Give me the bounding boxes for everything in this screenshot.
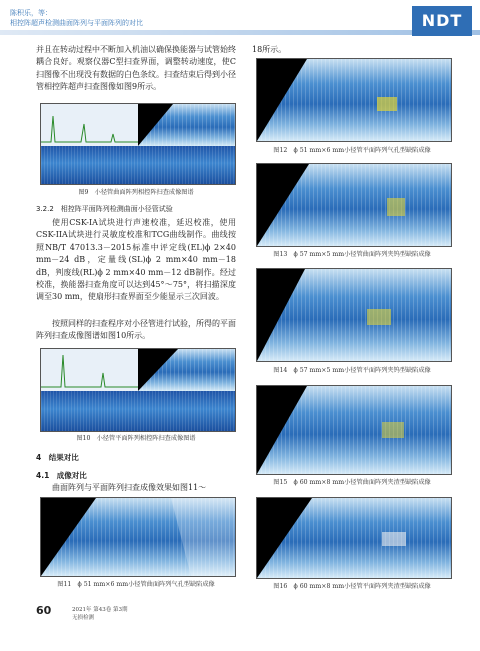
figure-11 xyxy=(40,497,236,577)
header-authors: 陈积乐，等： xyxy=(10,9,52,17)
running-header xyxy=(10,8,143,28)
cscan-strip-image xyxy=(41,391,235,431)
figure-13-caption: 图13 ϕ 57 mm×5 mm小径管曲面阵列夹钨型缺陷成像 xyxy=(273,251,431,258)
page-number: 60 xyxy=(36,604,52,617)
figure-14-caption: 图14 ϕ 57 mm×5 mm小径管平面阵列夹钨型缺陷成像 xyxy=(273,367,431,374)
journal-issue: 2021年 第43卷 第3期 xyxy=(72,607,128,613)
figure-9-caption: 图9 小径管曲面阵列相控阵扫查成像图谱 xyxy=(78,189,194,196)
journal-logo: NDT xyxy=(412,6,472,36)
figure-10-caption: 图10 小径管平面阵列相控阵扫查成像图谱 xyxy=(76,435,196,442)
paragraph-4: 曲面阵列与平面阵列扫查成像效果如图11～ xyxy=(52,483,207,492)
paragraph-1: 并且在转动过程中不断加入机油以确保换能器与试管始终耦合良好。观察仪器C型扫查界面，调整转动速度，使C扫图像不出现没有数据的白色条纹。扫查结束后得到小径管相控阵超声扫查图像如图9所示。 xyxy=(36,45,236,92)
figure-14 xyxy=(256,268,452,362)
figure-16 xyxy=(256,497,452,579)
header-bar xyxy=(0,30,480,35)
paragraph-right-top: 18所示。 xyxy=(252,45,287,54)
sector-scan-image xyxy=(138,104,235,146)
section-4-1-heading: 4.1 成像对比 xyxy=(36,471,87,480)
figure-15 xyxy=(256,385,452,475)
header-title: 相控阵超声检测曲面阵列与平面阵列的对比 xyxy=(10,19,143,27)
figure-12-caption: 图12 ϕ 51 mm×6 mm小径管平面阵列气孔型缺陷成像 xyxy=(273,147,431,154)
section-4-heading: 4 结果对比 xyxy=(36,453,79,462)
figure-9 xyxy=(40,103,236,185)
figure-15-caption: 图15 ϕ 60 mm×8 mm小径管曲面阵列夹渣型缺陷成像 xyxy=(273,479,431,486)
figure-12 xyxy=(256,58,452,142)
figure-13 xyxy=(256,163,452,247)
section-3-2-2-heading: 3.2.2 相控阵平面阵列检测曲面小径管试验 xyxy=(36,205,173,213)
journal-footer xyxy=(72,606,128,622)
figure-16-caption: 图16 ϕ 60 mm×8 mm小径管平面阵列夹渣型缺陷成像 xyxy=(273,583,431,590)
figure-11-caption: 图11 ϕ 51 mm×6 mm小径管曲面阵列气孔型缺陷成像 xyxy=(57,581,215,588)
journal-name: 无损检测 xyxy=(72,615,95,621)
sector-scan-image xyxy=(138,349,235,391)
figure-10 xyxy=(40,348,236,432)
ascan-waveform xyxy=(41,349,138,391)
paragraph-2: 使用CSK-IA试块进行声速校准，延迟校准，使用CSK-IIA试块进行灵敏度校准和TCG曲线制作。曲线按照NB/T 47013.3－2015标准中评定线(EL)ϕ 2×40 mm－24 dB，定量线(SL)ϕ 2 mm×40 mm－18 dB，判废线(RL)ϕ 2 mm×40 mm－12 dB制作。经过校准，换能器扫查角度可以达到45°～75°，将扫描深度调至30 mm，使扇形扫查界面至少能显示三次回波。 xyxy=(36,218,236,302)
cscan-strip-image xyxy=(41,146,235,184)
ascan-waveform xyxy=(41,104,138,146)
paragraph-3: 按照同样的扫查程序对小径管进行试验，所得的平面阵列扫查成像图谱如图10所示。 xyxy=(36,319,236,341)
